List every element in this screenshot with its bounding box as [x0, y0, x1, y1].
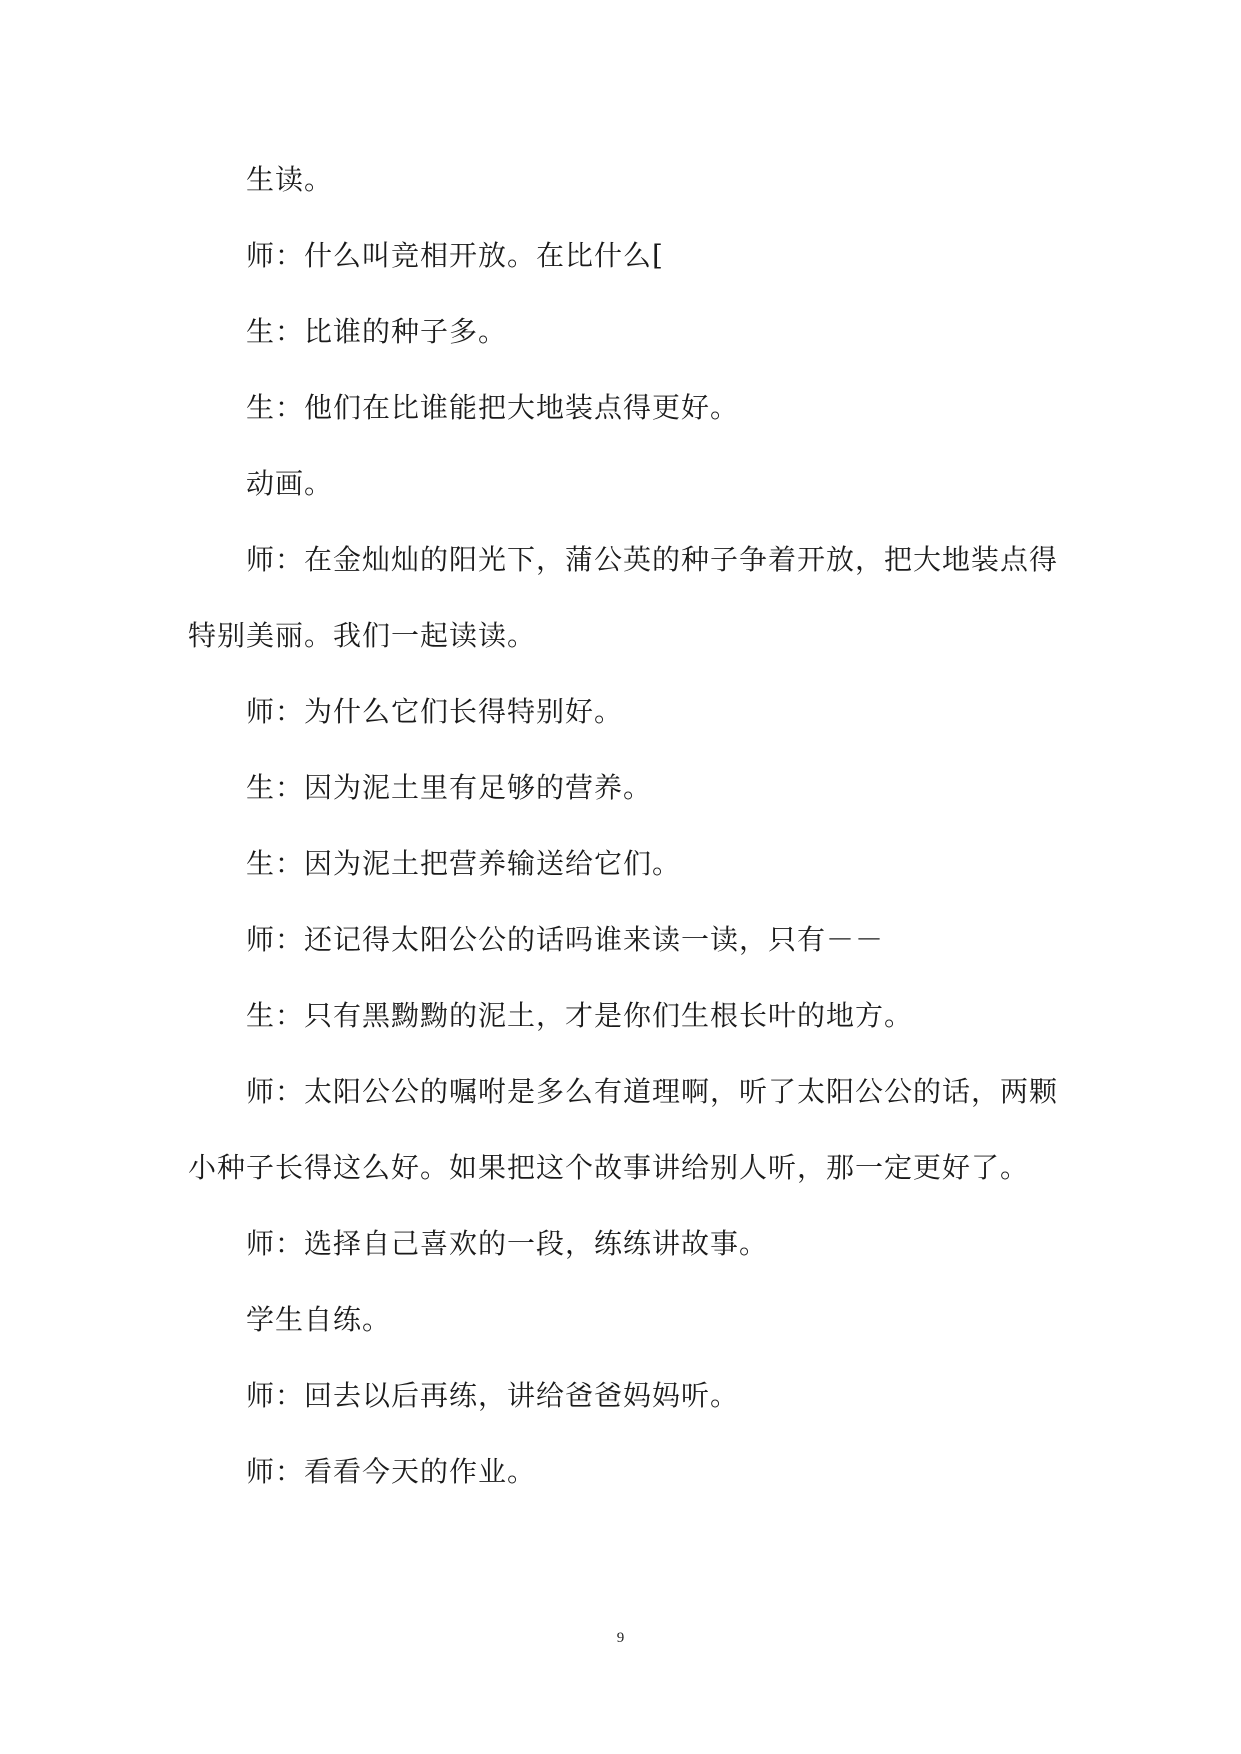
- body-text: [188, 142, 1063, 1510]
- paragraph: 生：他们在比谁能把大地装点得更好。: [246, 391, 740, 424]
- paragraph: 学生自练。: [246, 1303, 392, 1336]
- paragraph: 生：因为泥土把营养输送给它们。: [246, 847, 682, 880]
- paragraph: 师：还记得太阳公公的话吗谁来读一读，只有－－: [246, 923, 885, 956]
- paragraph: 师：为什么它们长得特别好。: [246, 695, 624, 728]
- paragraph: 生读。: [246, 163, 334, 196]
- paragraph: 生：因为泥土里有足够的营养。: [246, 771, 653, 804]
- paragraph: 动画。: [246, 467, 334, 500]
- page-number: 9: [616, 1630, 625, 1646]
- paragraph: 师：什么叫竞相开放。在比什么[: [246, 239, 664, 272]
- paragraph: 师：回去以后再练，讲给爸爸妈妈听。: [246, 1379, 740, 1412]
- paragraph: 师：看看今天的作业。: [246, 1455, 537, 1488]
- paragraph: 师：太阳公公的嘱咐是多么有道理啊，听了太阳公公的话，两颗小种子长得这么好。如果把这个故事讲给别人听，那一定更好了。: [188, 1075, 1059, 1184]
- paragraph: 生：只有黑黝黝的泥土，才是你们生根长叶的地方。: [246, 999, 914, 1032]
- paragraph: 师：选择自己喜欢的一段，练练讲故事。: [246, 1227, 769, 1260]
- paragraph: 生：比谁的种子多。: [246, 315, 508, 348]
- paragraph: 师：在金灿灿的阳光下，蒲公英的种子争着开放，把大地装点得特别美丽。我们一起读读。: [188, 543, 1059, 652]
